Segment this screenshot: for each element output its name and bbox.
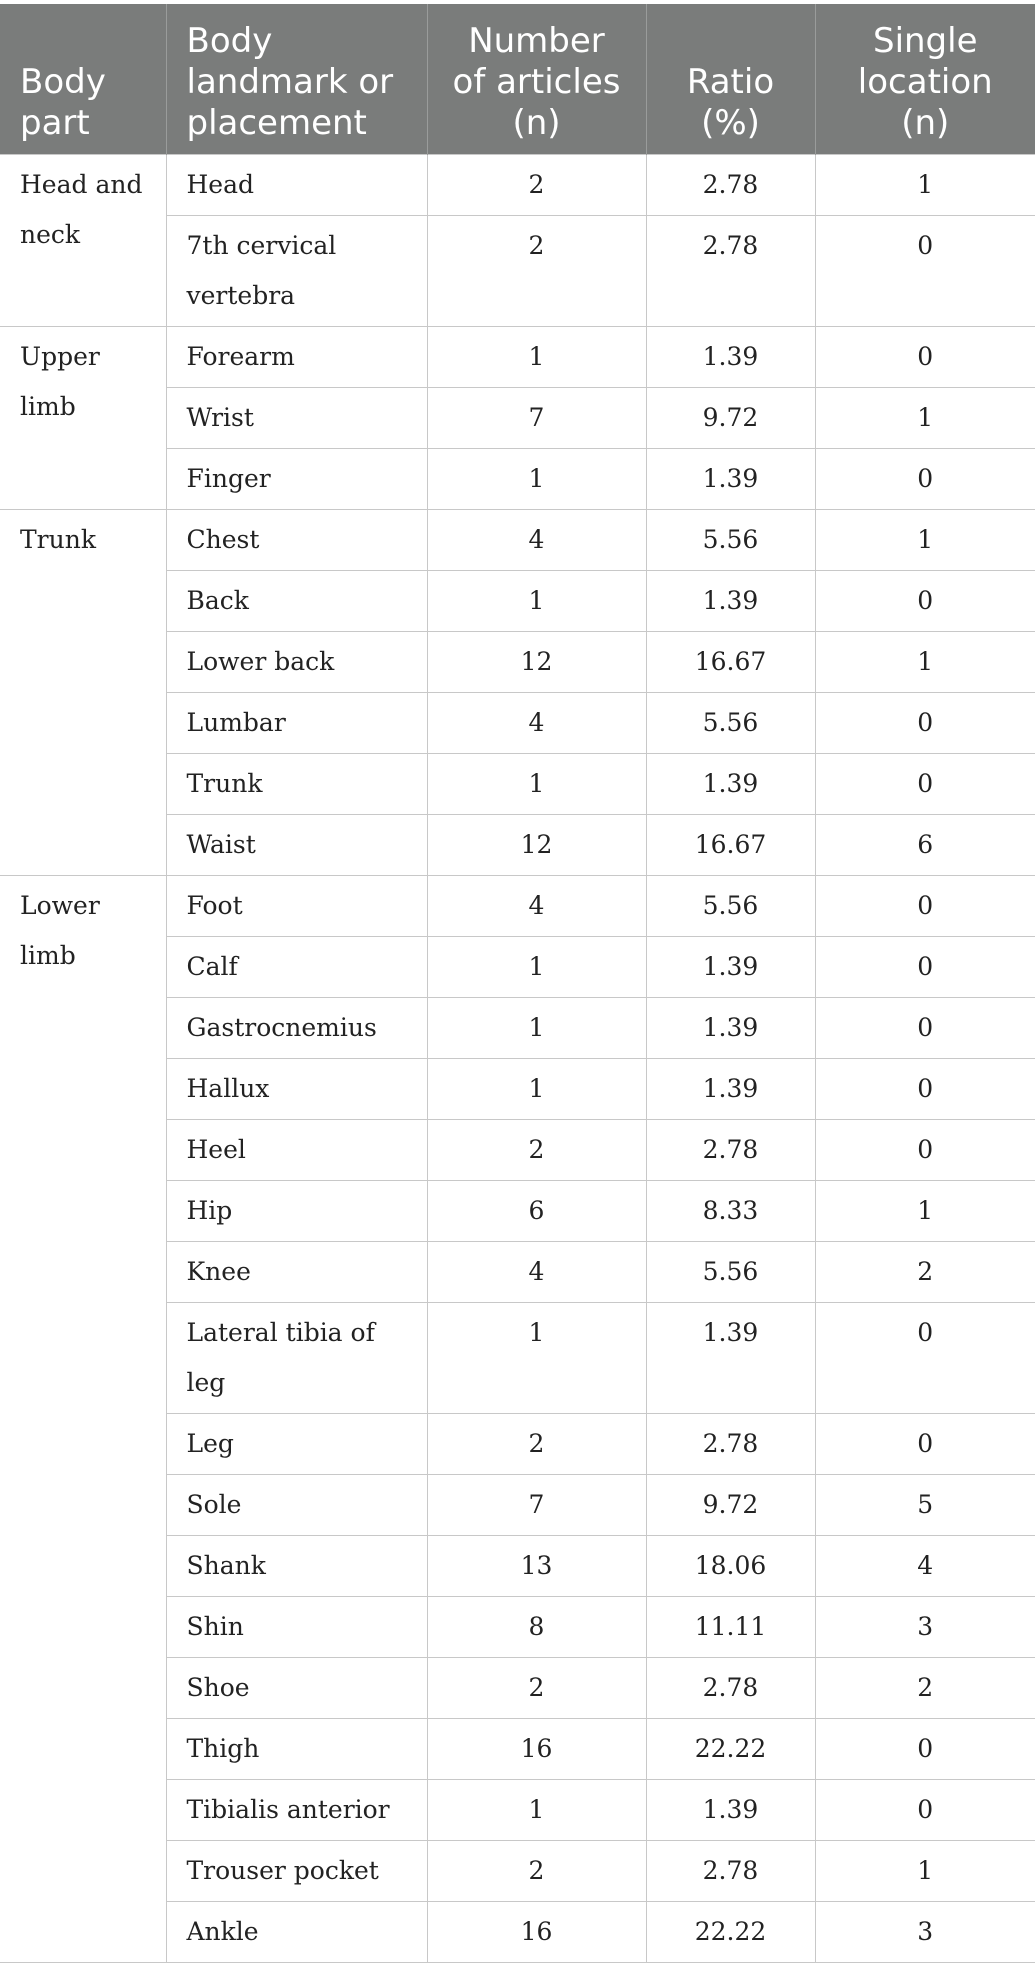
ratio-cell: 1.39 — [646, 570, 815, 631]
ratio-cell: 1.39 — [646, 1058, 815, 1119]
landmark-cell: Chest — [166, 509, 427, 570]
ratio-cell: 2.78 — [646, 1657, 815, 1718]
articles-cell: 12 — [427, 631, 646, 692]
landmark-cell: Heel — [166, 1119, 427, 1180]
landmark-cell: Thigh — [166, 1718, 427, 1779]
articles-cell: 1 — [427, 326, 646, 387]
table-row — [0, 154, 1035, 215]
header-articles: Number of articles (n) — [427, 4, 646, 154]
landmark-cell: Hip — [166, 1180, 427, 1241]
ratio-cell: 2.78 — [646, 1413, 815, 1474]
articles-cell: 16 — [427, 1901, 646, 1962]
body-part-cell: Head and neck — [0, 154, 166, 326]
single-location-cell: 0 — [815, 875, 1035, 936]
ratio-cell: 5.56 — [646, 875, 815, 936]
header-body-part: Body part — [0, 4, 166, 154]
ratio-cell: 5.56 — [646, 692, 815, 753]
landmark-cell: Shank — [166, 1535, 427, 1596]
single-location-cell: 0 — [815, 215, 1035, 326]
landmark-cell: Trunk — [166, 753, 427, 814]
ratio-cell: 8.33 — [646, 1180, 815, 1241]
landmark-cell: Ankle — [166, 1901, 427, 1962]
single-location-cell: 0 — [815, 1119, 1035, 1180]
ratio-cell: 1.39 — [646, 1779, 815, 1840]
landmark-cell: Knee — [166, 1241, 427, 1302]
table-row — [0, 326, 1035, 387]
single-location-cell: 0 — [815, 570, 1035, 631]
single-location-cell: 0 — [815, 753, 1035, 814]
articles-cell: 2 — [427, 154, 646, 215]
header-row — [0, 4, 1035, 154]
articles-cell: 12 — [427, 814, 646, 875]
single-location-cell: 1 — [815, 509, 1035, 570]
landmark-cell: Shoe — [166, 1657, 427, 1718]
articles-cell: 1 — [427, 1779, 646, 1840]
articles-cell: 1 — [427, 448, 646, 509]
articles-cell: 1 — [427, 936, 646, 997]
ratio-cell: 1.39 — [646, 448, 815, 509]
single-location-cell: 1 — [815, 387, 1035, 448]
header-ratio: Ratio (%) — [646, 4, 815, 154]
articles-cell: 1 — [427, 570, 646, 631]
ratio-cell: 22.22 — [646, 1901, 815, 1962]
ratio-cell: 16.67 — [646, 631, 815, 692]
single-location-cell: 0 — [815, 936, 1035, 997]
landmark-cell: Wrist — [166, 387, 427, 448]
ratio-cell: 2.78 — [646, 215, 815, 326]
single-location-cell: 2 — [815, 1657, 1035, 1718]
articles-cell: 8 — [427, 1596, 646, 1657]
body-part-cell: Trunk — [0, 509, 166, 875]
ratio-cell: 5.56 — [646, 509, 815, 570]
landmark-cell: Sole — [166, 1474, 427, 1535]
ratio-cell: 2.78 — [646, 1840, 815, 1901]
landmark-cell: Waist — [166, 814, 427, 875]
ratio-cell: 11.11 — [646, 1596, 815, 1657]
single-location-cell: 5 — [815, 1474, 1035, 1535]
single-location-cell: 6 — [815, 814, 1035, 875]
articles-cell: 7 — [427, 387, 646, 448]
single-location-cell: 0 — [815, 1058, 1035, 1119]
single-location-cell: 0 — [815, 1718, 1035, 1779]
ratio-cell: 2.78 — [646, 154, 815, 215]
ratio-cell: 22.22 — [646, 1718, 815, 1779]
articles-cell: 4 — [427, 875, 646, 936]
ratio-cell: 2.78 — [646, 1119, 815, 1180]
articles-cell: 1 — [427, 997, 646, 1058]
landmark-cell: Head — [166, 154, 427, 215]
single-location-cell: 2 — [815, 1241, 1035, 1302]
ratio-cell: 1.39 — [646, 997, 815, 1058]
landmark-cell: Trouser pocket — [166, 1840, 427, 1901]
single-location-cell: 0 — [815, 448, 1035, 509]
ratio-cell: 1.39 — [646, 936, 815, 997]
header-single-location: Single location (n) — [815, 4, 1035, 154]
landmark-cell: Hallux — [166, 1058, 427, 1119]
single-location-cell: 0 — [815, 692, 1035, 753]
single-location-cell: 0 — [815, 1779, 1035, 1840]
single-location-cell: 3 — [815, 1901, 1035, 1962]
ratio-cell: 1.39 — [646, 326, 815, 387]
body-part-cell: Lower limb — [0, 875, 166, 1962]
articles-cell: 4 — [427, 1241, 646, 1302]
articles-cell: 6 — [427, 1180, 646, 1241]
articles-cell: 2 — [427, 1413, 646, 1474]
articles-cell: 2 — [427, 215, 646, 326]
single-location-cell: 0 — [815, 1413, 1035, 1474]
landmark-cell: Shin — [166, 1596, 427, 1657]
landmark-cell: Finger — [166, 448, 427, 509]
landmark-cell: Lateral tibia of leg — [166, 1302, 427, 1413]
landmark-cell: Gastrocnemius — [166, 997, 427, 1058]
ratio-cell: 9.72 — [646, 1474, 815, 1535]
single-location-cell: 0 — [815, 1302, 1035, 1413]
ratio-cell: 1.39 — [646, 753, 815, 814]
single-location-cell: 3 — [815, 1596, 1035, 1657]
single-location-cell: 1 — [815, 1180, 1035, 1241]
body-placement-table — [0, 4, 1035, 1963]
landmark-cell: Leg — [166, 1413, 427, 1474]
articles-cell: 16 — [427, 1718, 646, 1779]
table-row — [0, 875, 1035, 936]
articles-cell: 13 — [427, 1535, 646, 1596]
body-part-cell: Upper limb — [0, 326, 166, 509]
header-landmark: Body landmark or placement — [166, 4, 427, 154]
articles-cell: 2 — [427, 1119, 646, 1180]
ratio-cell: 18.06 — [646, 1535, 815, 1596]
landmark-cell: 7th cervical vertebra — [166, 215, 427, 326]
ratio-cell: 1.39 — [646, 1302, 815, 1413]
articles-cell: 4 — [427, 692, 646, 753]
landmark-cell: Calf — [166, 936, 427, 997]
landmark-cell: Back — [166, 570, 427, 631]
single-location-cell: 4 — [815, 1535, 1035, 1596]
landmark-cell: Lower back — [166, 631, 427, 692]
single-location-cell: 1 — [815, 1840, 1035, 1901]
articles-cell: 2 — [427, 1657, 646, 1718]
single-location-cell: 0 — [815, 997, 1035, 1058]
articles-cell: 1 — [427, 1058, 646, 1119]
articles-cell: 4 — [427, 509, 646, 570]
ratio-cell: 16.67 — [646, 814, 815, 875]
articles-cell: 2 — [427, 1840, 646, 1901]
landmark-cell: Foot — [166, 875, 427, 936]
single-location-cell: 1 — [815, 631, 1035, 692]
landmark-cell: Lumbar — [166, 692, 427, 753]
articles-cell: 1 — [427, 753, 646, 814]
articles-cell: 1 — [427, 1302, 646, 1413]
ratio-cell: 9.72 — [646, 387, 815, 448]
articles-cell: 7 — [427, 1474, 646, 1535]
single-location-cell: 0 — [815, 326, 1035, 387]
single-location-cell: 1 — [815, 154, 1035, 215]
landmark-cell: Forearm — [166, 326, 427, 387]
table-body — [0, 154, 1035, 1962]
landmark-cell: Tibialis anterior — [166, 1779, 427, 1840]
ratio-cell: 5.56 — [646, 1241, 815, 1302]
table-row — [0, 509, 1035, 570]
